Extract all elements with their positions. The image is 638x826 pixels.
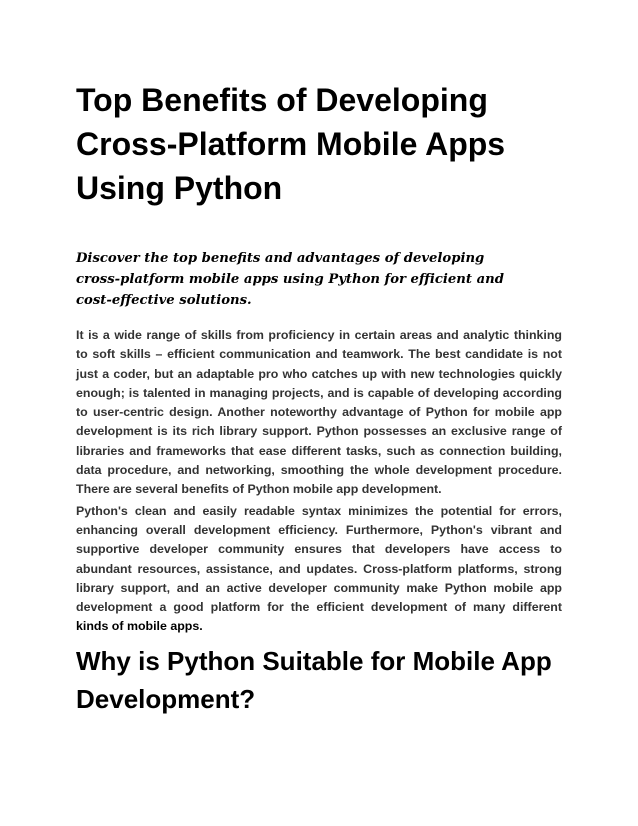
body-paragraph-1: It is a wide range of skills from proficiency in certain areas and analytic thinking to soft skills – efficient communication and teamwork. The best candidate is not just a coder, but an adaptable pro who catches up with new technologies quickly enough; is talented in managing projects, and is capable of developing according to user-centric design. Another noteworthy advantage of Python for mobile app development is its rich library support. Python possesses an exclusive range of libraries and frameworks that ease different tasks, such as connection building, data procedure, and networking, smoothing the whole development procedure. There are several benefits of Python mobile app development. [76,328,562,497]
document-subtitle: Discover the top benefits and advantages of developing cross-platform mobile apps using Python for efficient and cost-effective solutions. [76,251,504,308]
body-paragraph-2 [76,502,562,637]
section-heading: Why is Python Suitable for Mobile App Development? [76,645,552,714]
body-paragraph-2-text: Python's clean and easily readable syntax minimizes the potential for errors, enhancing overall development efficiency. Furthermore, Python's vibrant and supportive developer community ensures that developers have access to abundant resources, assistance, and updates. Cross-platform platforms, strong library support, and an active developer community make Python mobile app development a good platform for the efficient development of many different [76,503,562,615]
mobile-apps-link[interactable]: kinds of mobile apps. [76,619,203,634]
document-title: Top Benefits of Developing Cross-Platform Mobile Apps Using Python [76,82,506,206]
document-page [76,78,562,718]
